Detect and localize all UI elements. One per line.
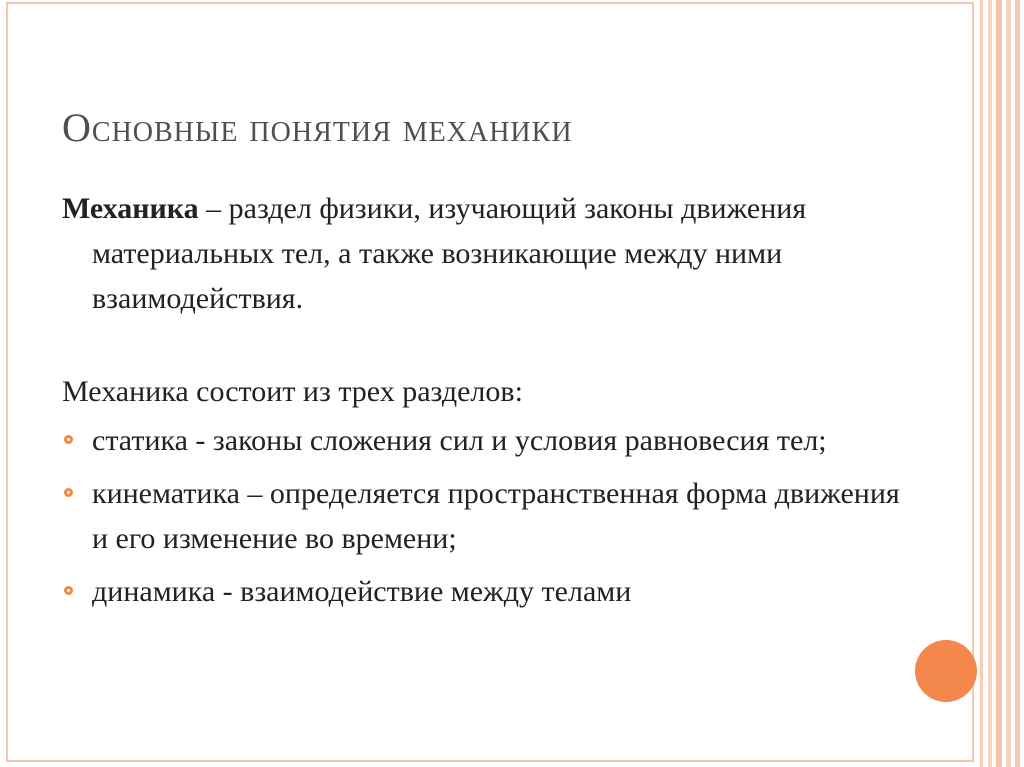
decor-stripe (1006, 0, 1011, 767)
list-item: кинематика – определяется пространственная форма движения и его изменение во времени; (62, 471, 902, 561)
sections-intro: Механика состоит из трех разделов: (62, 375, 523, 408)
list-item: статика - законы сложения сил и условия равновесия тел; (62, 418, 902, 463)
slide-title: Основные понятия механики (62, 105, 573, 150)
decor-stripe (988, 0, 992, 767)
definition-term: Механика (62, 192, 199, 225)
decor-stripe (1015, 0, 1020, 767)
slide-content (62, 186, 902, 622)
definition-text: – раздел физики, изучающий законы движения материальных тел, а также возникающие между ними взаимодействия. (92, 192, 807, 315)
bullet-ring-icon (64, 488, 73, 497)
decor-stripe (996, 0, 1002, 767)
bullet-ring-icon (64, 586, 73, 595)
decor-stripe (980, 0, 983, 767)
definition-paragraph (62, 186, 902, 321)
bullet-ring-icon (64, 435, 73, 444)
decor-circle (915, 640, 977, 702)
list-item: динамика - взаимодействие между телами (62, 569, 902, 614)
sections-list (62, 418, 902, 614)
